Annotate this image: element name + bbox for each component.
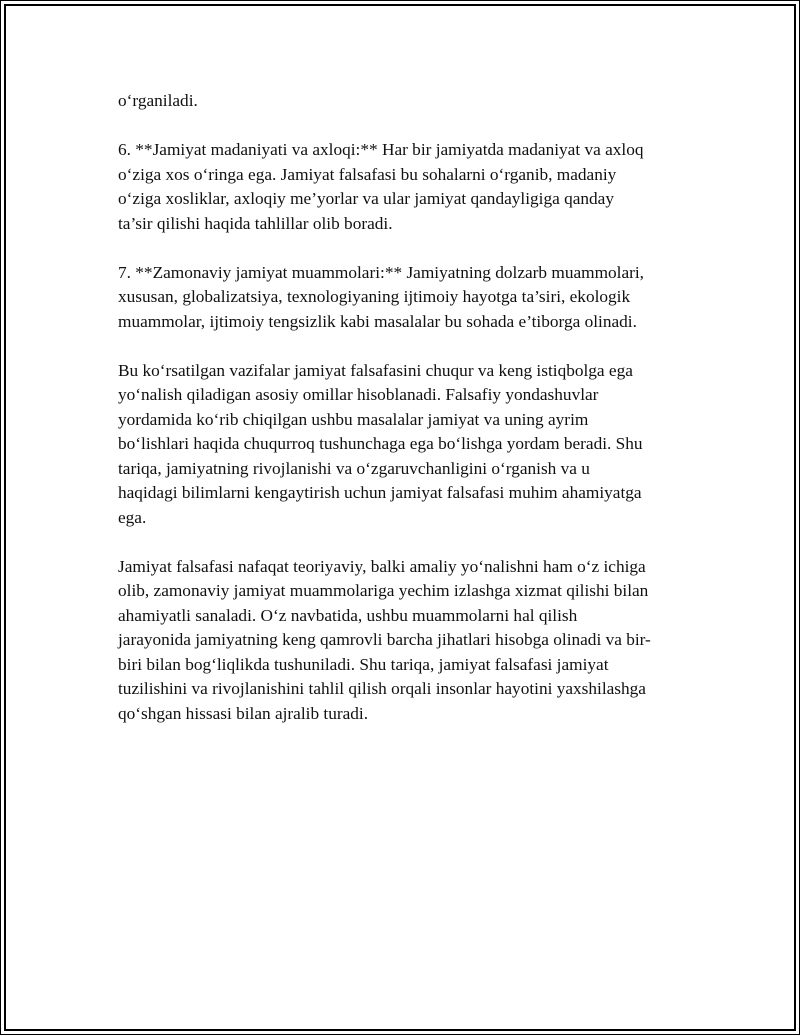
text-line: tuzilishini va rivojlanishini tahlil qilish orqali insonlar hayotini yaxshilashga — [118, 679, 646, 698]
text-line: o‘ziga xosliklar, axloqiy me’yorlar va ular jamiyat qandayligiga qanday — [118, 189, 614, 208]
text-line: xususan, globalizatsiya, texnologiyaning ijtimoiy hayotga ta’siri, ekologik — [118, 287, 631, 306]
text-line: yo‘nalish qiladigan asosiy omillar hisoblanadi. Falsafiy yondashuvlar — [118, 385, 599, 404]
text-line: biri bilan bog‘liqlikda tushuniladi. Shu tariqa, jamiyat falsafasi jamiyat — [118, 654, 609, 674]
text-line: haqidagi bilimlarni kengaytirish uchun jamiyat falsafasi muhim ahamiyatga — [118, 483, 642, 502]
paragraph-continuation — [118, 89, 688, 114]
text-line: muammolar, ijtimoiy tengsizlik kabi masalalar bu sohada e’tiborga olinadi. — [118, 311, 637, 331]
paragraph-summary — [118, 359, 688, 531]
text-line: o‘rganiladi. — [118, 91, 198, 110]
text-line: qo‘shgan hissasi bilan ajralib turadi. — [118, 703, 369, 723]
text-line: 6. **Jamiyat madaniyati va axloqi:** Har bir jamiyatda madaniyat va axloq — [118, 140, 644, 159]
text-line: o‘ziga xos o‘ringa ega. Jamiyat falsafasi bu sohalarni o‘rganib, madaniy — [118, 164, 617, 184]
text-line: ta’sir qilishi haqida tahlillar olib boradi. — [118, 213, 393, 233]
text-line: ega. — [118, 507, 147, 527]
text-line: olib, zamonaviy jamiyat muammolariga yechim izlashga xizmat qilishi bilan — [118, 581, 649, 600]
paragraph-item-7 — [118, 261, 688, 335]
text-line: tariqa, jamiyatning rivojlanishi va o‘zgaruvchanligini o‘rganish va u — [118, 458, 590, 478]
text-line: ahamiyatli sanaladi. O‘z navbatida, ushbu muammolarni hal qilish — [118, 605, 578, 625]
text-line: 7. **Zamonaviy jamiyat muammolari:** Jamiyatning dolzarb muammolari, — [118, 262, 644, 282]
text-line: bo‘lishlari haqida chuqurroq tushunchaga ega bo‘lishga yordam beradi. Shu — [118, 434, 643, 453]
document-body — [118, 89, 688, 751]
text-line: yordamida ko‘rib chiqilgan ushbu masalalar jamiyat va uning ayrim — [118, 409, 589, 429]
text-line: jarayonida jamiyatning keng qamrovli barcha jihatlari hisobga olinadi va bir- — [118, 630, 651, 649]
text-line: Jamiyat falsafasi nafaqat teoriyaviy, balki amaliy yo‘nalishni ham o‘z ichiga — [118, 556, 646, 576]
text-line: Bu ko‘rsatilgan vazifalar jamiyat falsafasini chuqur va keng istiqbolga ega — [118, 360, 633, 380]
paragraph-conclusion — [118, 555, 688, 727]
paragraph-item-6 — [118, 138, 688, 236]
